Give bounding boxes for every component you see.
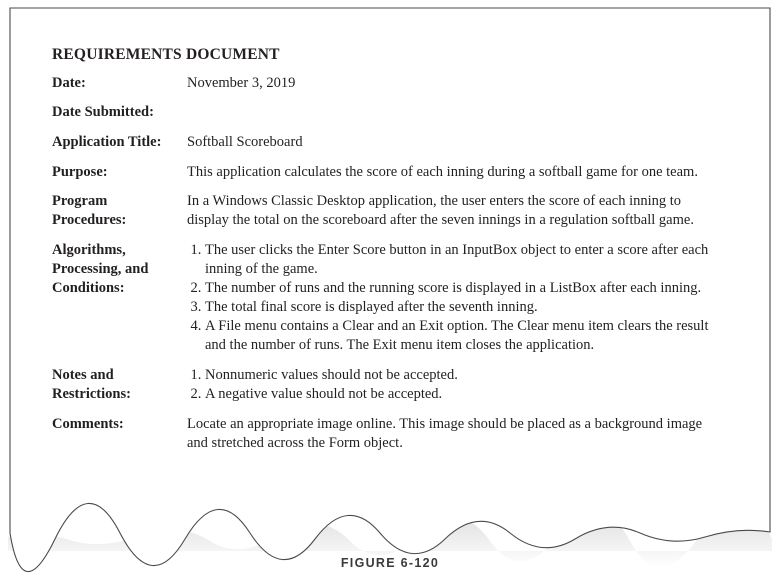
purpose-value: This application calculates the score of each inning during a softball game for one team. [187, 164, 698, 180]
application-title-value: Softball Scoreboard [187, 134, 303, 150]
figure-caption: FIGURE 6-120 [340, 556, 440, 570]
algorithms-label-line3: Conditions: [52, 280, 125, 296]
date-value: November 3, 2019 [187, 75, 296, 91]
date-submitted-value [187, 103, 722, 122]
program-procedures-value: In a Windows Classic Desktop application, the user enters the score of each inning to display the total on the scoreboard after the seven innings in a regulation softball game. [187, 193, 694, 228]
program-procedures-label-line1: Program [52, 193, 108, 209]
application-title-label: Application Title: [52, 134, 162, 150]
notes-label-line1: Notes and [52, 367, 114, 383]
document-title: REQUIREMENTS DOCUMENT [52, 46, 280, 63]
list-item: 3. The total final score is displayed after the seventh inning. [205, 298, 722, 317]
list-item: 2. A negative value should not be accepted. [205, 385, 722, 404]
program-procedures-row [52, 192, 722, 230]
date-submitted-label: Date Submitted: [52, 104, 154, 120]
algorithms-list [187, 241, 722, 355]
program-procedures-label [52, 192, 187, 230]
date-submitted-row [52, 103, 722, 122]
list-item: 4. A File menu contains a Clear and an Exit option. The Clear menu item clears the result and the number of runs. The Exit menu item closes the application. [205, 317, 722, 355]
requirements-document [52, 46, 722, 453]
date-label: Date: [52, 75, 86, 91]
list-item: 1. The user clicks the Enter Score button in an InputBox object to enter a score after each inning of the game. [205, 241, 722, 279]
algorithms-label-line1: Algorithms, [52, 242, 126, 258]
program-procedures-label-line2: Procedures: [52, 212, 127, 228]
list-item: 1. Nonnumeric values should not be accepted. [205, 366, 722, 385]
notes-list [187, 366, 722, 404]
comments-row [52, 415, 722, 453]
notes-label-line2: Restrictions: [52, 386, 131, 402]
comments-label: Comments: [52, 416, 124, 432]
notes-row [52, 366, 722, 404]
notes-list-wrap [187, 366, 722, 404]
date-row [52, 74, 722, 93]
algorithms-label [52, 241, 187, 355]
comments-value: Locate an appropriate image online. This image should be placed as a background image and stretched across the Form object. [187, 416, 703, 451]
application-title-row [52, 133, 722, 152]
purpose-label: Purpose: [52, 164, 108, 180]
algorithms-label-line2: Processing, and [52, 261, 149, 277]
algorithms-list-wrap [187, 241, 722, 355]
list-item: 2. The number of runs and the running score is displayed in a ListBox after each inning. [205, 279, 722, 298]
notes-label [52, 366, 187, 404]
purpose-row [52, 163, 722, 182]
algorithms-row [52, 241, 722, 355]
